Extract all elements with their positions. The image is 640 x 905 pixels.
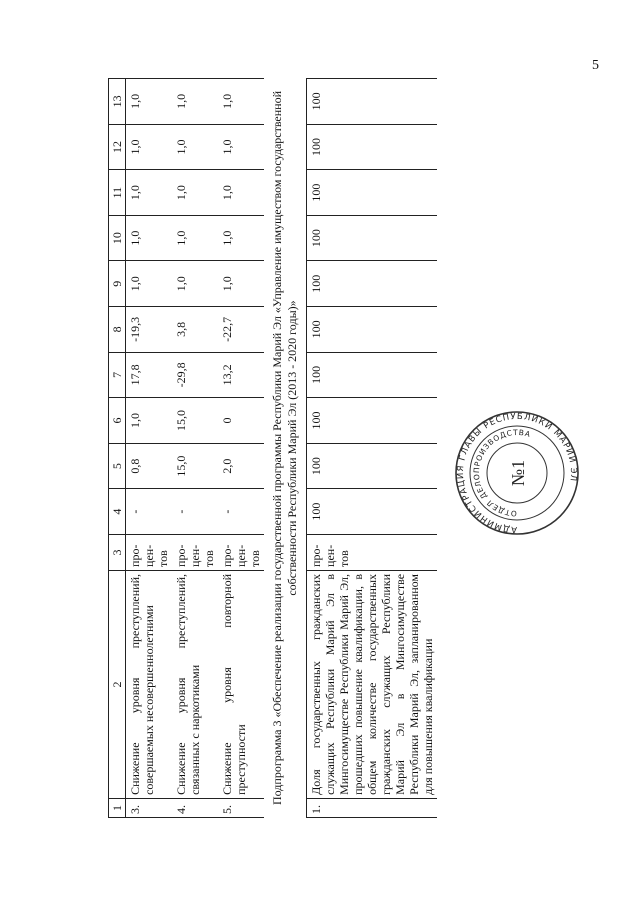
col-header: 5 [109,443,126,489]
value-cell: 2,0 [218,443,264,489]
value-cell: 100 [307,215,438,261]
col-header: 8 [109,307,126,353]
value-cell: 100 [307,124,438,170]
value-cell: - [126,489,173,535]
official-stamp [454,410,580,536]
value-cell: 17,8 [126,352,173,398]
value-cell: 15,0 [172,398,218,444]
value-cell: 100 [307,443,438,489]
unit: про-цен-тов [172,534,218,570]
value-cell: 1,0 [172,79,218,125]
row-number: 4. [172,798,218,817]
value-cell: 100 [307,352,438,398]
col-header: 13 [109,79,126,125]
row-number: 3. [126,798,173,817]
value-cell: 100 [307,489,438,535]
value-cell: 1,0 [218,79,264,125]
unit: про-цен-тов [218,534,264,570]
col-header: 6 [109,398,126,444]
table-row [307,79,438,818]
col-header: 4 [109,489,126,535]
value-cell: 3,8 [172,307,218,353]
value-cell: 1,0 [172,124,218,170]
value-cell: 1,0 [218,170,264,216]
indicator-name: Снижение уровня преступлений, совершаемых несовершеннолетними [126,570,173,798]
value-cell: 1,0 [218,124,264,170]
value-cell: 1,0 [218,261,264,307]
value-cell: 0 [218,398,264,444]
value-cell: 1,0 [126,124,173,170]
row-number: 1. [307,798,438,817]
indicator-name: Снижение уровня преступлений, связанных с наркотиками [172,570,218,798]
col-header: 11 [109,170,126,216]
table-row [218,79,264,818]
value-cell: 1,0 [126,79,173,125]
table-row [126,79,173,818]
indicator-table [108,78,437,818]
stamp-outer-text: АДМИНИСТРАЦИЯ ГЛАВЫ РЕСПУБЛИКИ МАРИЙ ЭЛ [455,411,579,535]
row-number: 5. [218,798,264,817]
col-header: 2 [109,570,126,798]
value-cell: 1,0 [218,215,264,261]
indicator-name: Доля государственных гражданских служащих Республики Марий Эл в Мингосимуществе Республики Марий Эл, прошедших повышение квалификации, в общем количестве государственных гражданских служащих Республики Марий Эл в Мингосимуществе Республики Марий Эл, запланированном для повышения квалификации [307,570,438,798]
stamp-number: №1 [508,459,528,487]
value-cell: -29,8 [172,352,218,398]
value-cell: 100 [307,307,438,353]
value-cell: 1,0 [126,398,173,444]
value-cell: 15,0 [172,443,218,489]
col-header: 1 [109,798,126,817]
value-cell: 1,0 [172,170,218,216]
indicator-name: Снижение уровня повторной преступности [218,570,264,798]
col-header: 10 [109,215,126,261]
value-cell: - [218,489,264,535]
col-header: 12 [109,124,126,170]
value-cell: 100 [307,170,438,216]
col-header: 9 [109,261,126,307]
stamp-inner-text: ОТДЕЛ ДЕЛОПРОИЗВОДСТВА [471,427,532,519]
value-cell: 1,0 [126,261,173,307]
value-cell: 1,0 [126,170,173,216]
value-cell: 1,0 [172,215,218,261]
value-cell: 100 [307,398,438,444]
value-cell: 1,0 [172,261,218,307]
unit: про-цен-тов [307,534,438,570]
col-header: 3 [109,534,126,570]
value-cell: -22,7 [218,307,264,353]
value-cell: 1,0 [126,215,173,261]
unit: про-цен-тов [126,534,173,570]
value-cell: 0,8 [126,443,173,489]
value-cell: 100 [307,261,438,307]
value-cell: -19,3 [126,307,173,353]
value-cell: 100 [307,79,438,125]
table-row [172,79,218,818]
subprogram-heading: Подпрограмма 3 «Обеспечение реализации государственной программы Республики Марий Эл «Управление имуществом государственной собственности Республики Марий Эл (2013 - 2020 годы)» [270,90,299,806]
col-header: 7 [109,352,126,398]
page-number: 5 [592,58,599,73]
value-cell: - [172,489,218,535]
value-cell: 13,2 [218,352,264,398]
subprogram-row [264,79,307,818]
header-row [109,79,126,818]
